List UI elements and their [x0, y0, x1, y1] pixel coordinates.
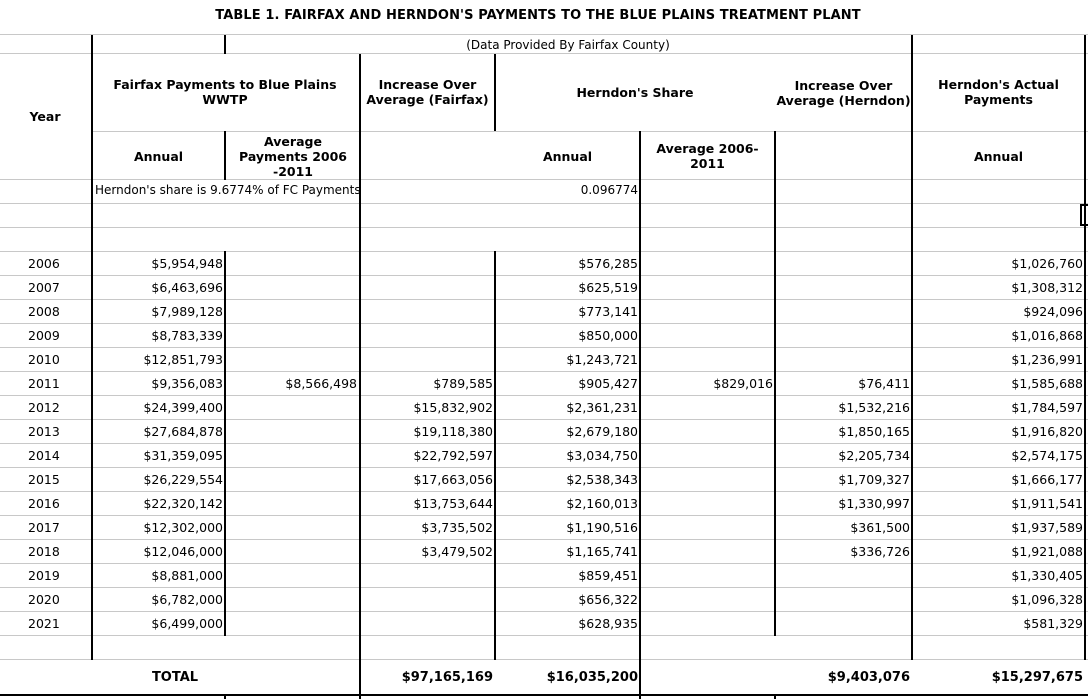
grid-line	[0, 659, 1088, 660]
cell-increase-fairfax	[361, 348, 493, 372]
cell-increase-herndon: $1,330,997	[838, 496, 910, 511]
cell-year: 2021	[28, 616, 60, 631]
cell-herndon-share: $2,679,180	[566, 424, 638, 439]
cell-fairfax-annual: $6,499,000	[151, 616, 223, 631]
cell-herndon-actual: $1,016,868	[1011, 328, 1083, 343]
cell-year: 2007	[28, 280, 60, 295]
cell-year: 2010	[28, 352, 60, 367]
cell-herndon-actual: $1,308,312	[1011, 280, 1083, 295]
table-title: TABLE 1. FAIRFAX AND HERNDON'S PAYMENTS TO THE BLUE PLAINS TREATMENT PLANT	[215, 8, 861, 23]
cell-fairfax-average	[226, 492, 357, 516]
cell-fairfax-annual: $12,302,000	[143, 520, 223, 535]
total-herndon-share: $16,035,200	[546, 670, 638, 685]
column-divider	[1084, 35, 1086, 660]
cell-herndon-share: $2,160,013	[566, 496, 638, 511]
cell-increase-herndon	[776, 588, 910, 612]
cell-fairfax-annual: $27,684,878	[143, 424, 223, 439]
cell-herndon-share: $1,190,516	[566, 520, 638, 535]
header-annual-fairfax: Annual	[133, 148, 184, 164]
cell-herndon-actual: $1,096,328	[1011, 592, 1083, 607]
cell-fairfax-annual: $12,046,000	[143, 544, 223, 559]
grid-line	[0, 53, 1088, 54]
cell-year: 2006	[28, 256, 60, 271]
cell-increase-fairfax	[361, 612, 493, 636]
cell-year: 2013	[28, 424, 60, 439]
cell-herndon-actual: $1,937,589	[1011, 520, 1083, 535]
cell-herndon-average	[641, 588, 773, 612]
cell-herndon-actual: $924,096	[1023, 304, 1083, 319]
grid-line	[0, 179, 1088, 180]
cell-herndon-share: $2,361,231	[566, 400, 638, 415]
header-herndon-share: Herndon's Share	[576, 84, 694, 100]
cell-increase-herndon: $336,726	[850, 544, 910, 559]
cell-increase-fairfax	[361, 588, 493, 612]
grid-line	[92, 131, 1088, 132]
cell-fairfax-average	[226, 612, 357, 636]
cell-herndon-average	[641, 276, 773, 300]
header-annual-herndon: Annual	[542, 148, 593, 164]
cell-herndon-actual: $1,330,405	[1011, 568, 1083, 583]
grid-line	[0, 34, 1088, 35]
cell-increase-fairfax	[361, 300, 493, 324]
cell-fairfax-annual: $24,399,400	[143, 400, 223, 415]
header-increase-herndon: Increase Over Average (Herndon)	[776, 78, 911, 108]
cell-increase-herndon	[776, 300, 910, 324]
cell-increase-fairfax: $15,832,902	[413, 400, 493, 415]
cell-herndon-share: $2,538,343	[566, 472, 638, 487]
cell-increase-fairfax: $13,753,644	[413, 496, 493, 511]
cell-herndon-share: $1,243,721	[566, 352, 638, 367]
cell-herndon-actual: $1,916,820	[1011, 424, 1083, 439]
cell-herndon-average: $829,016	[713, 376, 773, 391]
cell-fairfax-average	[226, 300, 357, 324]
cell-increase-herndon: $2,205,734	[838, 448, 910, 463]
cell-herndon-average	[641, 492, 773, 516]
cell-herndon-share: $625,519	[578, 280, 638, 295]
cell-herndon-actual: $1,921,088	[1011, 544, 1083, 559]
cell-fairfax-average	[226, 396, 357, 420]
cell-fairfax-annual: $8,783,339	[151, 328, 223, 343]
header-increase-fairfax: Increase Over Average (Fairfax)	[366, 77, 489, 107]
cell-fairfax-annual: $9,356,083	[151, 376, 223, 391]
cell-herndon-actual: $1,026,760	[1011, 256, 1083, 271]
table-subtitle: (Data Provided By Fairfax County)	[466, 38, 670, 52]
cell-fairfax-annual: $6,463,696	[151, 280, 223, 295]
cell-increase-fairfax: $3,735,502	[421, 520, 493, 535]
cell-fairfax-average	[226, 564, 357, 588]
grid-line	[0, 694, 1088, 696]
column-divider	[224, 694, 226, 699]
cell-increase-fairfax: $789,585	[433, 376, 493, 391]
cell-year: 2008	[28, 304, 60, 319]
cell-fairfax-average	[226, 516, 357, 540]
cell-increase-herndon	[776, 564, 910, 588]
cell-increase-herndon	[776, 324, 910, 348]
cell-increase-herndon: $1,709,327	[838, 472, 910, 487]
cell-fairfax-average	[226, 540, 357, 564]
cell-herndon-share: $656,322	[578, 592, 638, 607]
cell-fairfax-annual: $8,881,000	[151, 568, 223, 583]
cell-herndon-average	[641, 324, 773, 348]
header-fairfax-payments: Fairfax Payments to Blue Plains WWTP	[113, 77, 337, 107]
cell-herndon-average	[641, 444, 773, 468]
cell-increase-herndon	[776, 276, 910, 300]
cell-increase-fairfax: $3,479,502	[421, 544, 493, 559]
cell-herndon-average	[641, 348, 773, 372]
cell-fairfax-average: $8,566,498	[285, 376, 357, 391]
cell-fairfax-average	[226, 252, 357, 276]
cell-herndon-share: $1,165,741	[566, 544, 638, 559]
cell-increase-fairfax: $17,663,056	[413, 472, 493, 487]
cell-increase-fairfax	[361, 252, 493, 276]
cell-fairfax-annual: $6,782,000	[151, 592, 223, 607]
cell-increase-herndon	[776, 252, 910, 276]
cell-year: 2009	[28, 328, 60, 343]
cell-increase-fairfax: $19,118,380	[413, 424, 493, 439]
header-annual-actual: Annual	[973, 148, 1024, 164]
share-note: Herndon's share is 9.6774% of FC Payments	[95, 183, 361, 197]
cell-herndon-average	[641, 396, 773, 420]
grid-line	[0, 227, 1088, 228]
header-herndon-actual: Herndon's Actual Payments	[938, 77, 1059, 107]
cell-increase-herndon: $1,532,216	[838, 400, 910, 415]
cell-fairfax-average	[226, 444, 357, 468]
cell-year: 2011	[28, 376, 60, 391]
cell-herndon-actual: $1,236,991	[1011, 352, 1083, 367]
cell-year: 2014	[28, 448, 60, 463]
cell-increase-fairfax	[361, 564, 493, 588]
cell-herndon-actual: $1,911,541	[1011, 496, 1083, 511]
cell-herndon-actual: $1,666,177	[1011, 472, 1083, 487]
cell-fairfax-average	[226, 420, 357, 444]
cell-herndon-average	[641, 420, 773, 444]
column-divider	[774, 694, 776, 699]
cell-herndon-share: $850,000	[578, 328, 638, 343]
cell-year: 2016	[28, 496, 60, 511]
cell-increase-fairfax	[361, 276, 493, 300]
cell-year: 2015	[28, 472, 60, 487]
cell-herndon-share: $773,141	[578, 304, 638, 319]
cell-herndon-share: $3,034,750	[566, 448, 638, 463]
cell-herndon-average	[641, 516, 773, 540]
cell-herndon-share: $628,935	[578, 616, 638, 631]
cell-herndon-average	[641, 612, 773, 636]
cell-fairfax-average	[226, 324, 357, 348]
cell-increase-fairfax: $22,792,597	[413, 448, 493, 463]
cell-herndon-average	[641, 252, 773, 276]
total-label: TOTAL	[151, 670, 199, 685]
cell-increase-herndon: $1,850,165	[838, 424, 910, 439]
cell-herndon-actual: $1,585,688	[1011, 376, 1083, 391]
total-increase-fairfax: $97,165,169	[401, 670, 493, 685]
cell-fairfax-average	[226, 588, 357, 612]
cell-fairfax-annual: $5,954,948	[151, 256, 223, 271]
cell-fairfax-average	[226, 348, 357, 372]
cell-herndon-share: $859,451	[578, 568, 638, 583]
cell-herndon-average	[641, 564, 773, 588]
cell-herndon-actual: $581,329	[1023, 616, 1083, 631]
cell-increase-herndon: $76,411	[858, 376, 910, 391]
cell-year: 2019	[28, 568, 60, 583]
header-average-fairfax: Average Payments 2006 -2011	[239, 133, 347, 179]
column-divider	[224, 131, 226, 180]
cell-year: 2018	[28, 544, 60, 559]
cell-herndon-average	[641, 468, 773, 492]
cell-herndon-average	[641, 540, 773, 564]
cell-increase-herndon: $361,500	[850, 520, 910, 535]
cell-increase-fairfax	[361, 324, 493, 348]
total-herndon-actual: $15,297,675	[991, 670, 1083, 685]
header-year: Year	[29, 108, 61, 124]
cell-herndon-average	[641, 300, 773, 324]
header-average-herndon: Average 2006-2011	[656, 141, 759, 171]
cell-fairfax-annual: $7,989,128	[151, 304, 223, 319]
cell-fairfax-average	[226, 468, 357, 492]
cell-fairfax-average	[226, 276, 357, 300]
grid-line	[0, 203, 1088, 204]
cell-year: 2020	[28, 592, 60, 607]
cell-fairfax-annual: $26,229,554	[143, 472, 223, 487]
cell-fairfax-annual: $22,320,142	[143, 496, 223, 511]
cell-year: 2012	[28, 400, 60, 415]
cell-herndon-share: $576,285	[578, 256, 638, 271]
share-factor: 0.096774	[580, 183, 638, 197]
total-increase-herndon: $9,403,076	[827, 670, 910, 685]
cell-increase-herndon	[776, 612, 910, 636]
cell-year: 2017	[28, 520, 60, 535]
cell-herndon-actual: $2,574,175	[1011, 448, 1083, 463]
cell-herndon-actual: $1,784,597	[1011, 400, 1083, 415]
cell-increase-herndon	[776, 348, 910, 372]
column-divider	[224, 35, 226, 54]
cell-cursor	[1080, 204, 1088, 226]
cell-fairfax-annual: $31,359,095	[143, 448, 223, 463]
cell-fairfax-annual: $12,851,793	[143, 352, 223, 367]
cell-herndon-share: $905,427	[578, 376, 638, 391]
